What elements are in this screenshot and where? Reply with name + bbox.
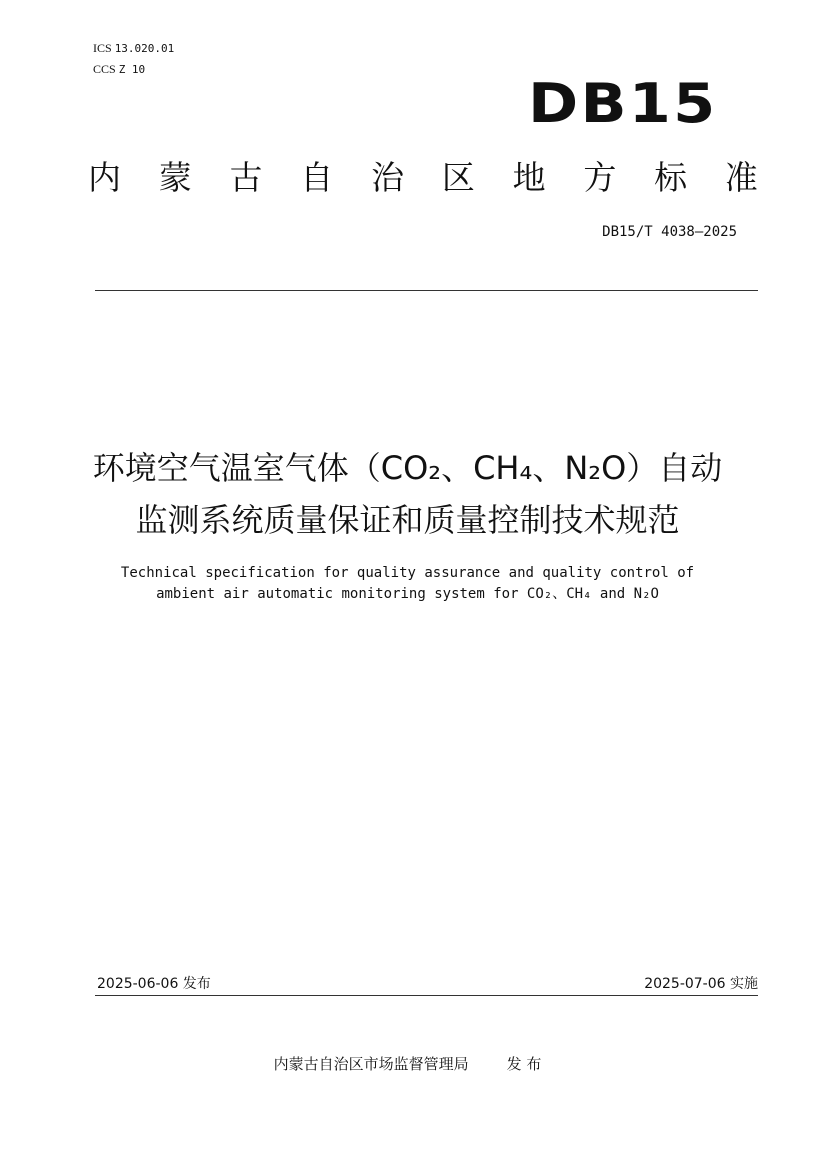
top-divider <box>95 290 758 291</box>
ics-label: ICS <box>93 41 112 55</box>
ccs-line <box>93 59 174 80</box>
ccs-label: CCS <box>93 62 116 76</box>
ics-line <box>93 38 174 59</box>
implementation-date: 2025-07-06 实施 <box>644 976 758 992</box>
title-english-line1: Technical specification for quality assurance and quality control of <box>120 565 695 581</box>
ccs-code: Z 10 <box>118 63 146 76</box>
standard-type-heading <box>88 153 758 203</box>
title-chinese-line1: 环境空气温室气体（CO₂、CH₄、N₂O）自动 <box>92 449 723 487</box>
standard-type-char: 治 <box>371 158 405 197</box>
standard-type-char: 地 <box>512 158 546 197</box>
standard-type-char: 方 <box>583 158 617 197</box>
publisher-name: 内蒙古自治区市场监督管理局 <box>273 1055 469 1073</box>
standard-number: DB15/T 4038—2025 <box>602 224 737 240</box>
title-chinese-line2: 监测系统质量保证和质量控制技术规范 <box>135 501 680 539</box>
standard-type-char: 内 <box>88 158 121 197</box>
standard-type-char: 标 <box>654 158 688 197</box>
standard-logo: DB15 <box>528 72 718 135</box>
standard-type-char: 自 <box>300 158 334 197</box>
publisher-action: 发 布 <box>506 1055 542 1073</box>
standard-type-char: 区 <box>441 158 475 197</box>
ics-code: 13.020.01 <box>114 42 175 55</box>
publisher-line <box>40 1053 775 1074</box>
title-english <box>40 563 775 605</box>
title-chinese <box>40 442 775 546</box>
bottom-divider <box>95 995 758 996</box>
standard-type-char: 准 <box>724 158 758 197</box>
title-english-line2: ambient air automatic monitoring system for CO₂、CH₄ and N₂O <box>156 586 659 602</box>
release-date: 2025-06-06 发布 <box>97 976 211 992</box>
standard-type-char: 蒙 <box>158 158 192 197</box>
standard-type-char: 古 <box>229 158 263 197</box>
classification-codes <box>93 38 174 80</box>
